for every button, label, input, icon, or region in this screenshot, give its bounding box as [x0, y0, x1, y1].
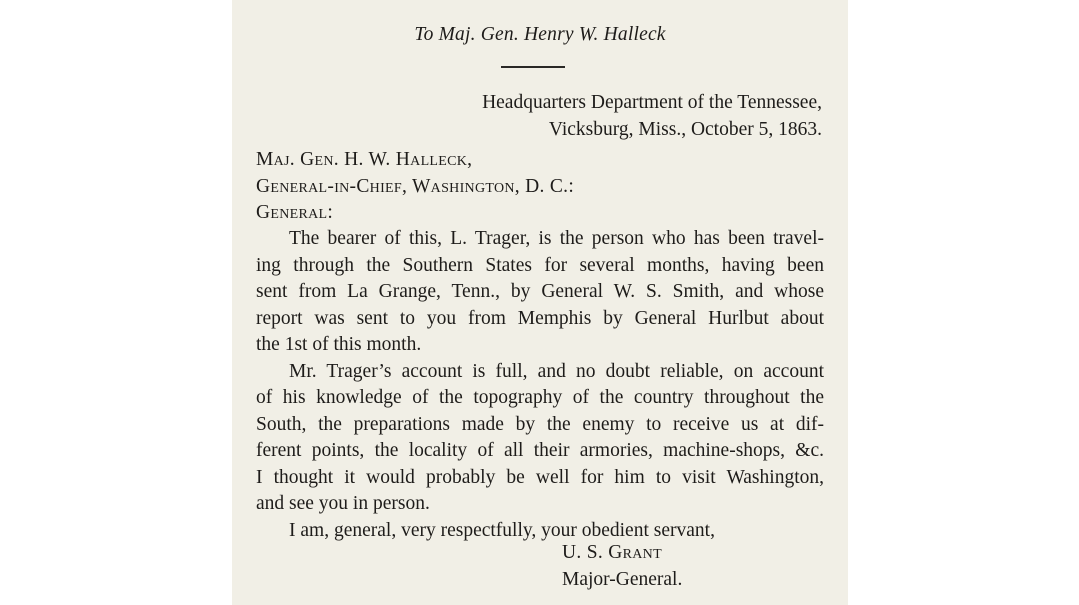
recipient-address: [256, 147, 574, 227]
title-divider: [501, 66, 565, 68]
paragraph-1-line: The bearer of this, L. Trager, is the person who has been travel-: [289, 228, 824, 249]
paragraph-1-line: sent from La Grange, Tenn., by General W. S. Smith, and whose: [256, 281, 824, 302]
recipient-name: Maj. Gen. H. W. Halleck,: [256, 149, 473, 170]
signature-name: U. S. Grant: [562, 542, 662, 563]
paragraph-1-line: report was sent to you from Memphis by General Hurlbut about: [256, 307, 824, 329]
heading-line-2: Vicksburg, Miss., October 5, 1863.: [548, 118, 822, 140]
letter-heading: [482, 90, 822, 143]
closing-line: I am, general, very respectfully, your obedient servant,: [289, 519, 715, 541]
letter-page: [232, 0, 848, 605]
paragraph-2-line: Mr. Trager’s account is full, and no doubt reliable, on account: [289, 360, 824, 382]
paragraph-1-line: ing through the Southern States for several months, having been: [256, 254, 824, 276]
paragraph-2-line: of his knowledge of the topography of the country throughout the: [256, 387, 824, 408]
paragraph-2-line: South, the preparations made by the enemy to receive us at dif-: [256, 413, 824, 435]
paragraph-2-line: ferent points, the locality of all their armories, machine-shops, &c.: [256, 440, 824, 461]
paragraph-2-line: and see you in person.: [256, 493, 430, 514]
signature-rank: Major-General.: [562, 568, 683, 590]
letter-title: To Maj. Gen. Henry W. Halleck: [414, 24, 666, 45]
heading-line-1: Headquarters Department of the Tennessee,: [482, 92, 822, 113]
recipient-title: General-in-Chief, Washington, D. C.:: [256, 175, 575, 197]
paragraph-1-line: the 1st of this month.: [256, 334, 422, 355]
salutation: General:: [256, 202, 334, 223]
letter-body: [256, 226, 824, 544]
paragraph-2-line: I thought it would probably be well for him to visit Washington,: [256, 466, 824, 488]
signature-block: [562, 540, 682, 593]
